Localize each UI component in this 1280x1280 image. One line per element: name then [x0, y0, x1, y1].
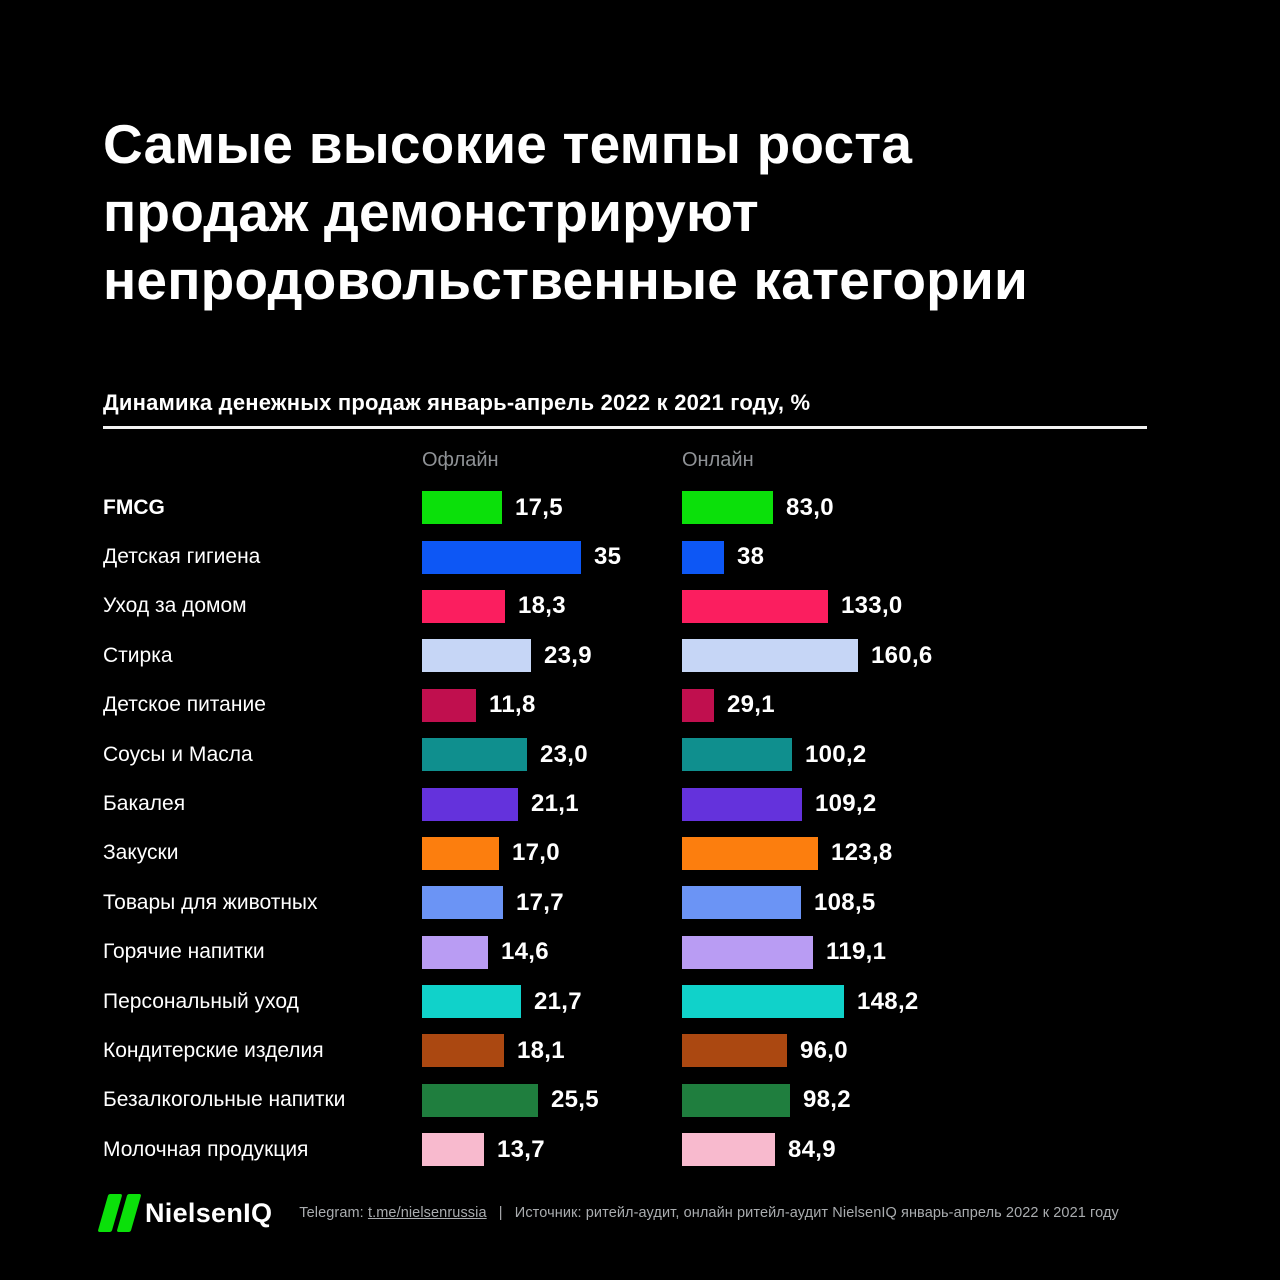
- chart-row: [103, 582, 1178, 631]
- offline-value: 35: [594, 543, 622, 571]
- offline-value: 21,1: [531, 790, 579, 818]
- row-label: Детская гигиена: [103, 545, 261, 569]
- offline-bar: [422, 689, 476, 722]
- online-cell: [682, 541, 1178, 574]
- row-label: Бакалея: [103, 792, 186, 816]
- online-bar: [682, 738, 792, 771]
- online-bar: [682, 985, 844, 1018]
- nielseniq-logo: [103, 1194, 272, 1232]
- online-value: 84,9: [788, 1135, 836, 1163]
- offline-cell: [422, 738, 682, 771]
- chart-row: [103, 1076, 1178, 1125]
- source-text: Источник: ритейл-аудит, онлайн ритейл-аудит NielsenIQ январь-апрель 2022 к 2021 году: [514, 1205, 1119, 1221]
- page-title: [103, 110, 1213, 315]
- nielseniq-logo-icon: [103, 1194, 136, 1232]
- offline-cell: [422, 1133, 682, 1166]
- offline-bar: [422, 639, 531, 672]
- online-value: 148,2: [857, 987, 919, 1015]
- offline-bar: [422, 837, 499, 870]
- offline-cell: [422, 491, 682, 524]
- online-value: 96,0: [800, 1036, 848, 1064]
- online-cell: [682, 1084, 1178, 1117]
- online-value: 119,1: [826, 938, 887, 966]
- offline-bar: [422, 936, 488, 969]
- online-cell: [682, 886, 1178, 919]
- offline-value: 18,3: [518, 592, 566, 620]
- online-bar: [682, 1084, 790, 1117]
- row-label: Детское питание: [103, 693, 266, 717]
- offline-bar: [422, 788, 518, 821]
- online-bar: [682, 788, 802, 821]
- offline-value: 11,8: [489, 691, 536, 719]
- row-label: Молочная продукция: [103, 1137, 309, 1161]
- column-headers: [103, 449, 754, 472]
- offline-cell: [422, 639, 682, 672]
- offline-cell: [422, 985, 682, 1018]
- offline-bar: [422, 541, 581, 574]
- bar-chart: [103, 483, 1178, 1174]
- footer: [103, 1194, 1119, 1232]
- offline-cell: [422, 837, 682, 870]
- online-cell: [682, 639, 1178, 672]
- online-bar: [682, 541, 724, 574]
- row-label: Стирка: [103, 643, 173, 667]
- footnote: [299, 1205, 1119, 1221]
- row-label: Персональный уход: [103, 989, 299, 1013]
- offline-bar: [422, 590, 505, 623]
- chart-row: [103, 928, 1178, 977]
- online-value: 38: [737, 543, 765, 571]
- online-value: 29,1: [727, 691, 775, 719]
- offline-cell: [422, 788, 682, 821]
- row-label: Соусы и Масла: [103, 742, 253, 766]
- offline-bar: [422, 1034, 504, 1067]
- offline-value: 21,7: [534, 987, 582, 1015]
- offline-bar: [422, 738, 527, 771]
- chart-row: [103, 878, 1178, 927]
- chart-row: [103, 779, 1178, 828]
- online-value: 109,2: [815, 790, 877, 818]
- chart-row: [103, 829, 1178, 878]
- offline-bar: [422, 1133, 484, 1166]
- online-value: 108,5: [814, 888, 876, 916]
- offline-value: 13,7: [497, 1135, 545, 1163]
- column-header-offline: Офлайн: [422, 449, 499, 471]
- row-label: Горячие напитки: [103, 940, 265, 964]
- row-label: Закуски: [103, 841, 179, 865]
- online-cell: [682, 936, 1178, 969]
- offline-value: 18,1: [517, 1036, 565, 1064]
- offline-cell: [422, 1034, 682, 1067]
- row-label: Кондитерские изделия: [103, 1038, 324, 1062]
- offline-cell: [422, 1084, 682, 1117]
- online-bar: [682, 639, 858, 672]
- online-value: 160,6: [871, 641, 933, 669]
- online-cell: [682, 689, 1178, 722]
- offline-cell: [422, 590, 682, 623]
- offline-bar: [422, 491, 502, 524]
- online-bar: [682, 837, 818, 870]
- online-value: 100,2: [805, 740, 867, 768]
- online-cell: [682, 491, 1178, 524]
- chart-row: [103, 631, 1178, 680]
- online-cell: [682, 738, 1178, 771]
- online-bar: [682, 590, 828, 623]
- divider: [103, 426, 1147, 429]
- chart-row: [103, 977, 1178, 1026]
- offline-cell: [422, 886, 682, 919]
- offline-value: 17,0: [512, 839, 560, 867]
- online-bar: [682, 1034, 787, 1067]
- chart-row: [103, 1026, 1178, 1075]
- offline-value: 14,6: [501, 938, 549, 966]
- chart-row: [103, 1125, 1178, 1174]
- title-line: непродовольственные категории: [103, 249, 1028, 312]
- title-line: Самые высокие темпы роста: [103, 113, 913, 175]
- offline-value: 25,5: [551, 1086, 599, 1114]
- online-value: 123,8: [831, 839, 893, 867]
- online-value: 83,0: [786, 493, 834, 521]
- online-cell: [682, 837, 1178, 870]
- offline-bar: [422, 1084, 538, 1117]
- online-cell: [682, 1034, 1178, 1067]
- online-value: 133,0: [841, 592, 903, 620]
- chart-row: [103, 730, 1178, 779]
- online-cell: [682, 788, 1178, 821]
- online-cell: [682, 590, 1178, 623]
- brand-name: NielsenIQ: [145, 1197, 273, 1228]
- chart-row: [103, 532, 1178, 581]
- offline-value: 17,7: [516, 888, 564, 916]
- telegram-label: Telegram:: [299, 1205, 364, 1221]
- offline-value: 17,5: [515, 493, 563, 521]
- row-label: Безалкогольные напитки: [103, 1088, 346, 1112]
- online-value: 98,2: [803, 1086, 851, 1114]
- offline-value: 23,0: [540, 740, 588, 768]
- online-cell: [682, 985, 1178, 1018]
- footnote-separator: |: [498, 1205, 503, 1221]
- offline-bar: [422, 985, 521, 1018]
- offline-cell: [422, 936, 682, 969]
- telegram-link[interactable]: t.me/nielsenrussia: [367, 1205, 487, 1221]
- column-header-online: Онлайн: [682, 449, 754, 471]
- offline-cell: [422, 541, 682, 574]
- online-cell: [682, 1133, 1178, 1166]
- row-label: Уход за домом: [103, 594, 247, 618]
- column-header-spacer: [103, 449, 422, 472]
- online-bar: [682, 689, 714, 722]
- chart-row: [103, 483, 1178, 532]
- online-bar: [682, 1133, 775, 1166]
- row-label: Товары для животных: [103, 890, 318, 914]
- row-label: FMCG: [103, 495, 165, 519]
- offline-value: 23,9: [544, 641, 592, 669]
- online-bar: [682, 491, 773, 524]
- online-bar: [682, 886, 801, 919]
- chart-subtitle: Динамика денежных продаж январь-апрель 2022 к 2021 году, %: [103, 390, 811, 415]
- offline-bar: [422, 886, 503, 919]
- online-bar: [682, 936, 813, 969]
- title-line: продаж демонстрируют: [103, 181, 759, 244]
- chart-row: [103, 681, 1178, 730]
- offline-cell: [422, 689, 682, 722]
